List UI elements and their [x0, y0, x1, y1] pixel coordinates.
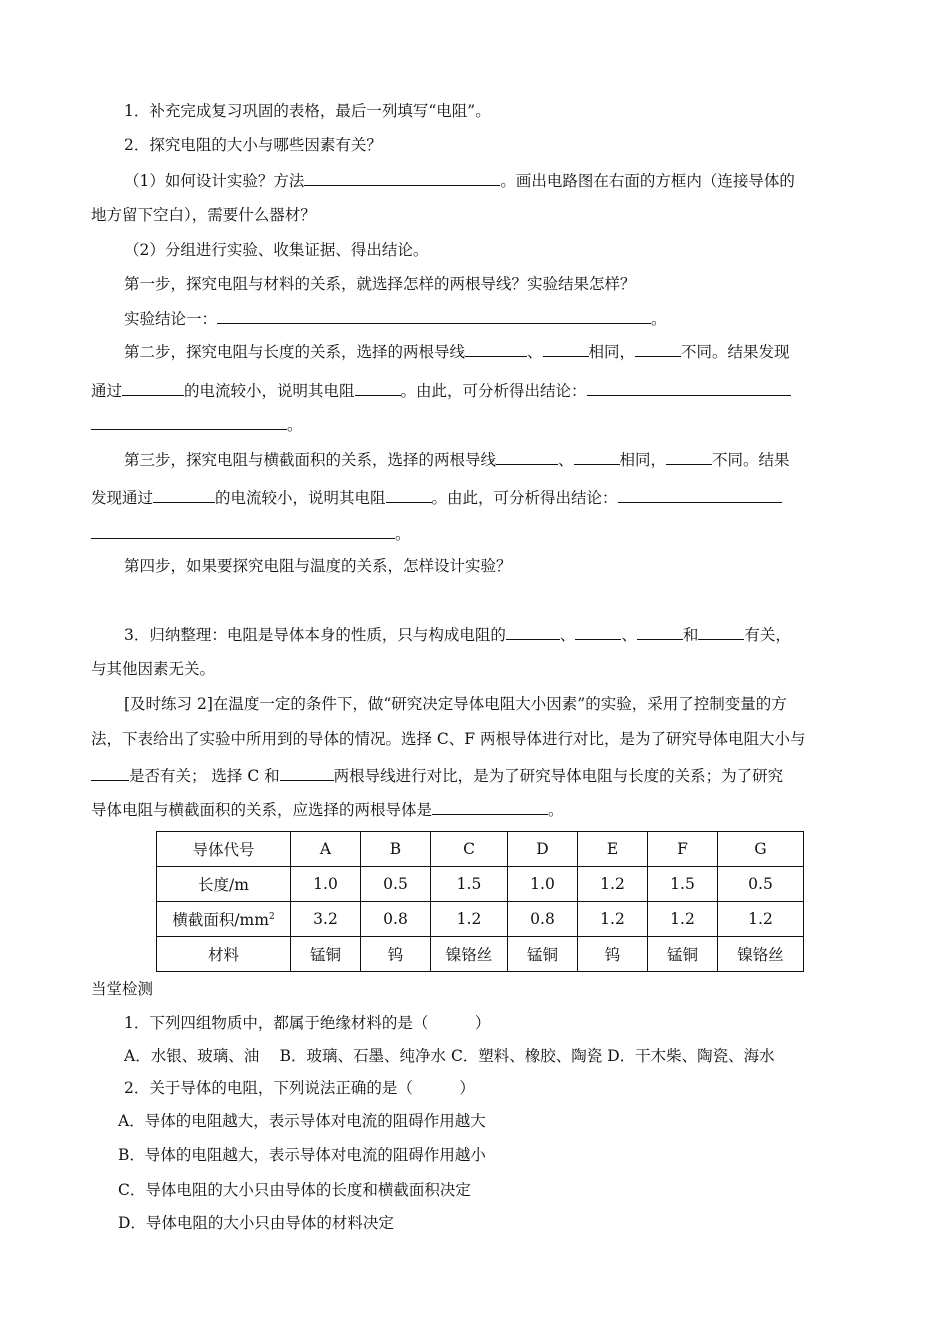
table-cell: D: [508, 832, 578, 867]
table-cell: G: [718, 832, 804, 867]
check-question-2: 2．关于导体的电阻，下列说法正确的是（ ）: [124, 1079, 475, 1097]
question-3: 3．归纳整理：电阻是导体本身的性质，只与构成电阻的 、 、 和 有关，: [124, 626, 791, 644]
table-row: [157, 902, 804, 937]
table-cell: C: [431, 832, 508, 867]
option-c: C．导体电阻的大小只由导体的长度和横截面积决定: [118, 1181, 471, 1199]
table-cell: 0.8: [508, 902, 578, 937]
table-cell: 1.2: [578, 867, 648, 902]
table-cell: E: [578, 832, 648, 867]
table-cell: 1.0: [291, 867, 361, 902]
step-2-continued: 通过 的电流较小，说明其电阻 。由此，可分析得出结论：: [91, 380, 791, 401]
resistance-blank[interactable]: [386, 487, 432, 503]
table-cell: 导体代号: [157, 832, 291, 867]
conclusion-3-blank-cont[interactable]: [91, 523, 395, 539]
table-cell: 1.2: [648, 902, 718, 937]
section-title: 当堂检测: [91, 980, 154, 998]
table-cell: 钨: [578, 937, 648, 972]
factor-blank[interactable]: [506, 624, 560, 640]
part-1-line: （1）如何设计实验？方法 。画出电路图在右面的方框内（连接导体的: [124, 172, 795, 190]
step-3-continued: 发现通过 的电流较小，说明其电阻 。由此，可分析得出结论：: [91, 487, 782, 508]
conclusion-2-blank-cont[interactable]: [91, 414, 287, 430]
current-blank[interactable]: [122, 380, 184, 396]
conclusion-1: 实验结论一： 。: [124, 310, 667, 328]
diff-blank[interactable]: [666, 449, 712, 465]
option-b: B．导体的电阻越大，表示导体对电流的阻碍作用越小: [118, 1146, 486, 1164]
table-cell: 材料: [157, 937, 291, 972]
conclusion-3-blank[interactable]: [618, 487, 782, 503]
exercise-line-2: 法，下表给出了实验中所用到的导体的情况。选择 C、F 两根导体进行对比，是为了研究导体电阻大小与: [91, 730, 806, 748]
table-cell: 钨: [361, 937, 431, 972]
table-row: [157, 937, 804, 972]
check-question-1-options: A．水银、玻璃、油 B．玻璃、石墨、纯净水 C．塑料、橡胶、陶瓷 D．干木柴、陶瓷、海水: [124, 1047, 775, 1065]
table-cell: B: [361, 832, 431, 867]
question-1: 1．补充完成复习巩固的表格，最后一列填写“电阻”。: [124, 102, 491, 120]
table-cell: 锰铜: [648, 937, 718, 972]
wire-blank[interactable]: [496, 449, 558, 465]
step-3-conclusion-end: 。: [91, 523, 411, 544]
table-cell: 镍铬丝: [431, 937, 508, 972]
wire-blank[interactable]: [465, 341, 527, 357]
resistance-blank[interactable]: [355, 380, 401, 396]
table-row: [157, 832, 804, 867]
table-cell: 1.5: [648, 867, 718, 902]
same-blank[interactable]: [543, 341, 589, 357]
table-cell: 3.2: [291, 902, 361, 937]
option-a: A．导体的电阻越大，表示导体对电流的阻碍作用越大: [118, 1112, 486, 1130]
conductor-table: [156, 831, 804, 972]
exercise-line-1: [及时练习 2]在温度一定的条件下，做“研究决定导体电阻大小因素”的实验，采用了控制变量的方: [124, 695, 787, 713]
factor-answer-blank[interactable]: [91, 765, 129, 781]
current-blank[interactable]: [153, 487, 215, 503]
wire-answer-blank[interactable]: [280, 765, 334, 781]
step-3: 第三步，探究电阻与横截面积的关系，选择的两根导线 、 相同， 不同。结果: [124, 451, 790, 469]
table-cell: 锰铜: [291, 937, 361, 972]
check-question-1: 1．下列四组物质中，都属于绝缘材料的是（ ）: [124, 1014, 491, 1032]
option-d: D．导体电阻的大小只由导体的材料决定: [118, 1214, 394, 1232]
table-cell: 镍铬丝: [718, 937, 804, 972]
table-cell: 1.5: [431, 867, 508, 902]
part-2: （2）分组进行实验、收集证据、得出结论。: [124, 241, 429, 259]
table-cell: 0.5: [361, 867, 431, 902]
exercise-line-4: 导体电阻与横截面积的关系，应选择的两根导体是 。: [91, 801, 564, 819]
exercise-line-3: 是否有关； 选择 C 和 两根导线进行对比，是为了研究导体电阻与长度的关系；为了研究: [91, 765, 783, 786]
conclusion-2-blank[interactable]: [587, 380, 791, 396]
table-cell: A: [291, 832, 361, 867]
question-2: 2．探究电阻的大小与哪些因素有关？: [124, 136, 382, 154]
method-blank[interactable]: [304, 170, 500, 186]
table-cell: 1.0: [508, 867, 578, 902]
step-2: 第二步，探究电阻与长度的关系，选择的两根导线 、 相同， 不同。结果发现: [124, 343, 790, 361]
factor-blank[interactable]: [575, 624, 621, 640]
diff-blank[interactable]: [635, 341, 681, 357]
table-cell: F: [648, 832, 718, 867]
same-blank[interactable]: [574, 449, 620, 465]
table-cell: 0.8: [361, 902, 431, 937]
table-row: [157, 867, 804, 902]
factor-blank[interactable]: [698, 624, 744, 640]
table-cell: 1.2: [718, 902, 804, 937]
table-cell: 横截面积$/mm^2$: [157, 902, 291, 937]
table-cell: 1.2: [578, 902, 648, 937]
table-cell: 长度/m: [157, 867, 291, 902]
table-cell: 1.2: [431, 902, 508, 937]
step-4: 第四步，如果要探究电阻与温度的关系，怎样设计实验？: [124, 557, 512, 575]
question-3-continued: 与其他因素无关。: [91, 660, 216, 678]
part-1-continued: 地方留下空白），需要什么器材？: [91, 206, 316, 224]
area-answer-blank[interactable]: [432, 799, 548, 815]
conclusion-1-blank[interactable]: [217, 308, 651, 324]
table-cell: 0.5: [718, 867, 804, 902]
table-cell: 锰铜: [508, 937, 578, 972]
step-2-conclusion-end: 。: [91, 414, 303, 435]
factor-blank[interactable]: [637, 624, 683, 640]
step-1: 第一步，探究电阻与材料的关系，就选择怎样的两根导线？实验结果怎样？: [124, 275, 636, 293]
